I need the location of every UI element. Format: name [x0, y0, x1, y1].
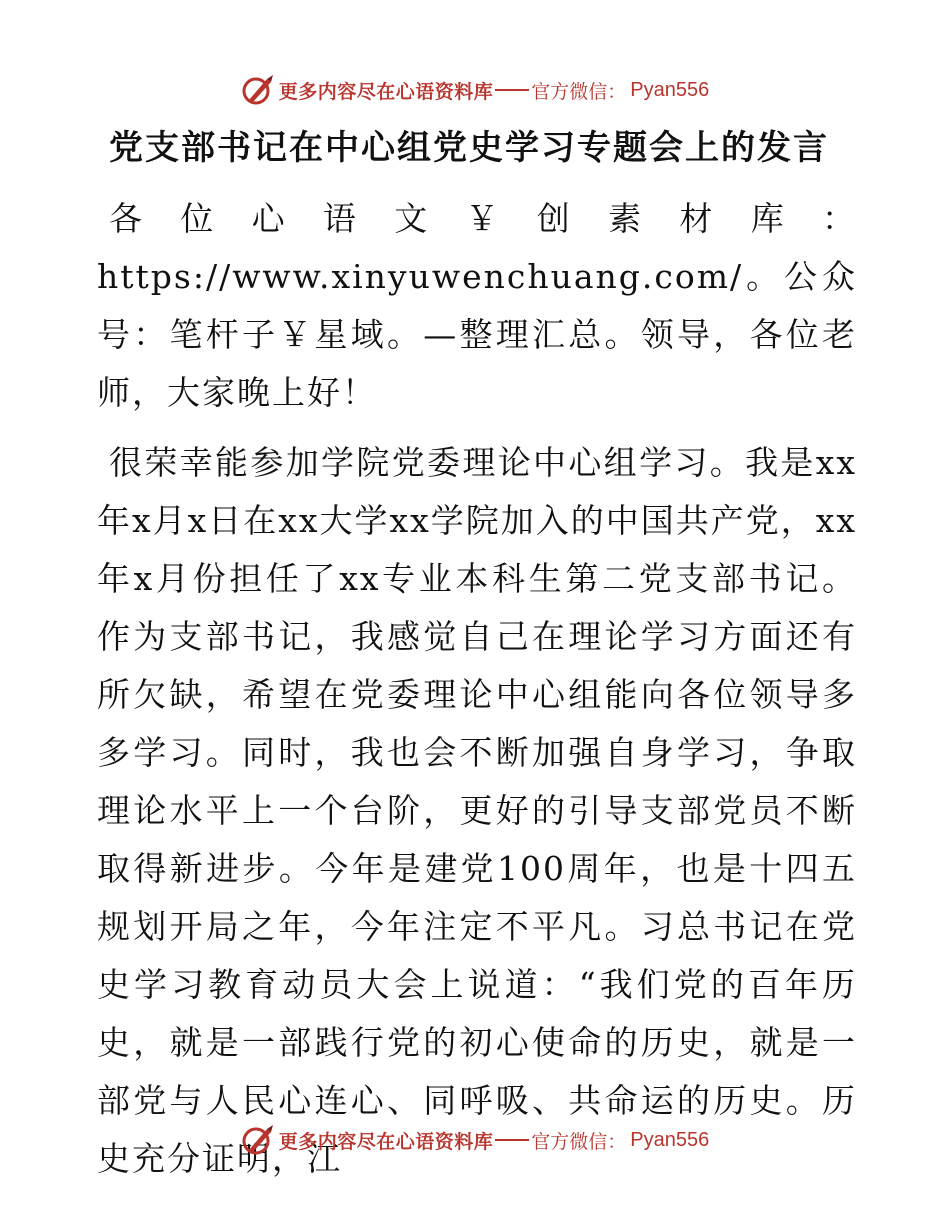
pen-logo-icon: [241, 1123, 275, 1157]
banner-wechat-label: 官方微信：: [531, 1130, 627, 1153]
banner-wechat-label: 官方微信：: [531, 80, 627, 103]
banner-text: 更多内容尽在心语资料库: [278, 80, 494, 103]
banner-dash: [495, 89, 529, 91]
banner-wechat-id: Pyan556: [630, 78, 710, 101]
banner-text: 更多内容尽在心语资料库: [278, 1130, 494, 1153]
pen-logo-icon: [241, 73, 275, 107]
paragraph: 很荣幸能参加学院党委理论中心组学习。我是xx年x月x日在xx大学xx学院加入的中国共产党，xx年x月份担任了xx专业本科生第二党支部书记。作为支部书记，我感觉自己在理论学习方面还有所欠缺，希望在党委理论中心组能向各位领导多多学习。同时，我也会不断加强自身学习，争取理论水平上一个台阶，更好的引导支部党员不断取得新进步。今年是建党100周年，也是十四五规划开局之年，今年注定不平凡。习总书记在党史学习教育动员大会上说道：“我们党的百年历史，就是一部践行党的初心使命的历史，就是一部党与人民心连心、同呼吸、共命运的历史。历史充分证明，江: [97, 443, 857, 1178]
paragraph: 各位心语文￥创素材库：https://www.xinyuwenchuang.com/。公众号：笔杆子￥星域。—整理汇总。领导，各位老师，大家晚上好！: [97, 199, 857, 412]
header-banner: [0, 70, 950, 110]
document-title: 党支部书记在中心组党史学习专题会上的发言: [109, 128, 829, 168]
banner-dash: [495, 1139, 529, 1141]
banner-wechat-id: Pyan556: [630, 1128, 710, 1151]
footer-banner: [0, 1120, 950, 1160]
document-body: [97, 118, 857, 1188]
